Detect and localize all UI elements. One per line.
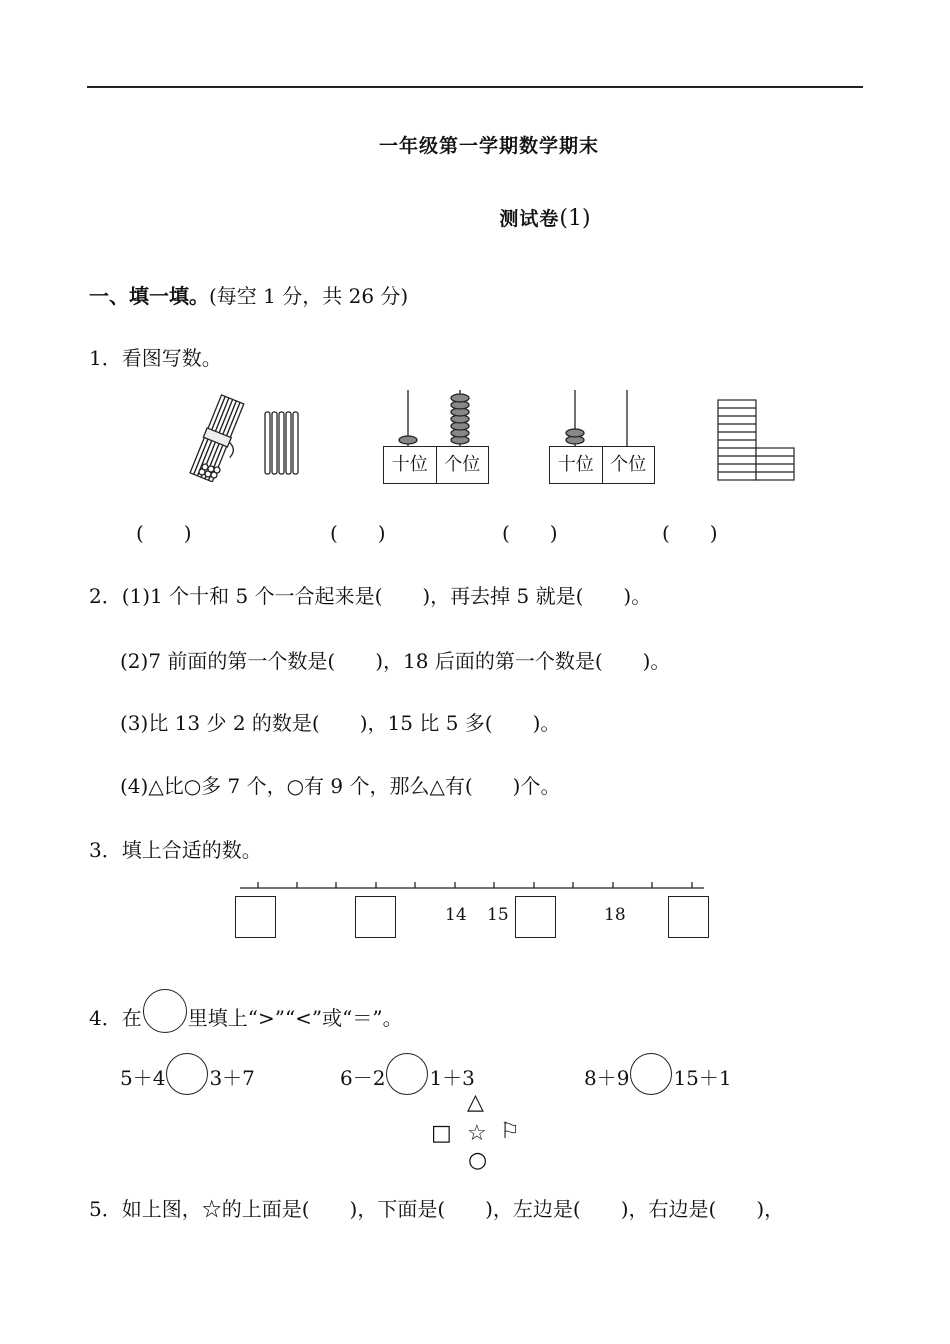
number-label-18: 18 [604, 905, 626, 925]
answer-blank-3[interactable]: ( ) [502, 521, 558, 545]
place-value-table-2: 十位 个位 [549, 446, 655, 484]
answer-blank-2[interactable]: ( ) [330, 521, 386, 545]
question-1-prompt: 1．看图写数。 [89, 346, 222, 370]
compare-circle-3[interactable] [630, 1053, 672, 1095]
question-2-part-3: (3)比 13 少 2 的数是( )，15 比 5 多( )。 [120, 711, 561, 735]
question-2-part-2: (2)7 前面的第一个数是( )，18 后面的第一个数是( )。 [120, 649, 671, 673]
square-icon: □ [431, 1121, 452, 1146]
circle-icon [143, 989, 187, 1033]
compare-circle-1[interactable] [166, 1053, 208, 1095]
number-label-15: 15 [487, 905, 509, 925]
abacus-figure-1 [384, 388, 488, 448]
compare-circle-2[interactable] [386, 1053, 428, 1095]
answer-blank-4[interactable]: ( ) [662, 521, 718, 545]
page-title: 一年级第一学期数学期末 [378, 135, 599, 157]
number-box-4[interactable] [668, 896, 709, 938]
stick-bundle-figure [188, 394, 308, 482]
place-value-table-1: 十位 个位 [383, 446, 489, 484]
number-label-14: 14 [445, 905, 467, 925]
circle-shape-icon: ○ [468, 1148, 488, 1173]
page-subtitle: 测试卷(1) [499, 206, 591, 231]
top-rule [87, 86, 863, 88]
compare-item-3: 8＋9 15＋1 [584, 1053, 732, 1095]
number-box-3[interactable] [515, 896, 556, 938]
ten-blocks-figure [716, 398, 798, 482]
compare-item-1: 5＋4 3＋7 [120, 1053, 255, 1095]
question-5-text: 5．如上图，☆的上面是( )，下面是( )，左边是( )，右边是( )， [89, 1197, 785, 1221]
question-2-part-1: 2．(1)1 个十和 5 个一合起来是( )，再去掉 5 就是( )。 [89, 584, 652, 608]
triangle-icon: △ [467, 1090, 484, 1115]
compare-item-2: 6－2 1＋3 [340, 1053, 475, 1095]
abacus-figure-2 [549, 388, 653, 448]
question-2-part-4: (4)△比○多 7 个，○有 9 个，那么△有( )个。 [120, 774, 561, 798]
number-box-1[interactable] [235, 896, 276, 938]
number-box-2[interactable] [355, 896, 396, 938]
flag-icon: ⚐ [500, 1119, 520, 1144]
star-icon: ☆ [467, 1121, 487, 1146]
question-4-prompt: 4．在 里填上“>”“<”或“＝”。 [89, 989, 403, 1033]
section-heading: 一、填一填。(每空 1 分，共 26 分) [89, 284, 409, 308]
number-line [238, 880, 708, 894]
question-3-prompt: 3．填上合适的数。 [89, 838, 262, 862]
answer-blank-1[interactable]: ( ) [136, 521, 192, 545]
